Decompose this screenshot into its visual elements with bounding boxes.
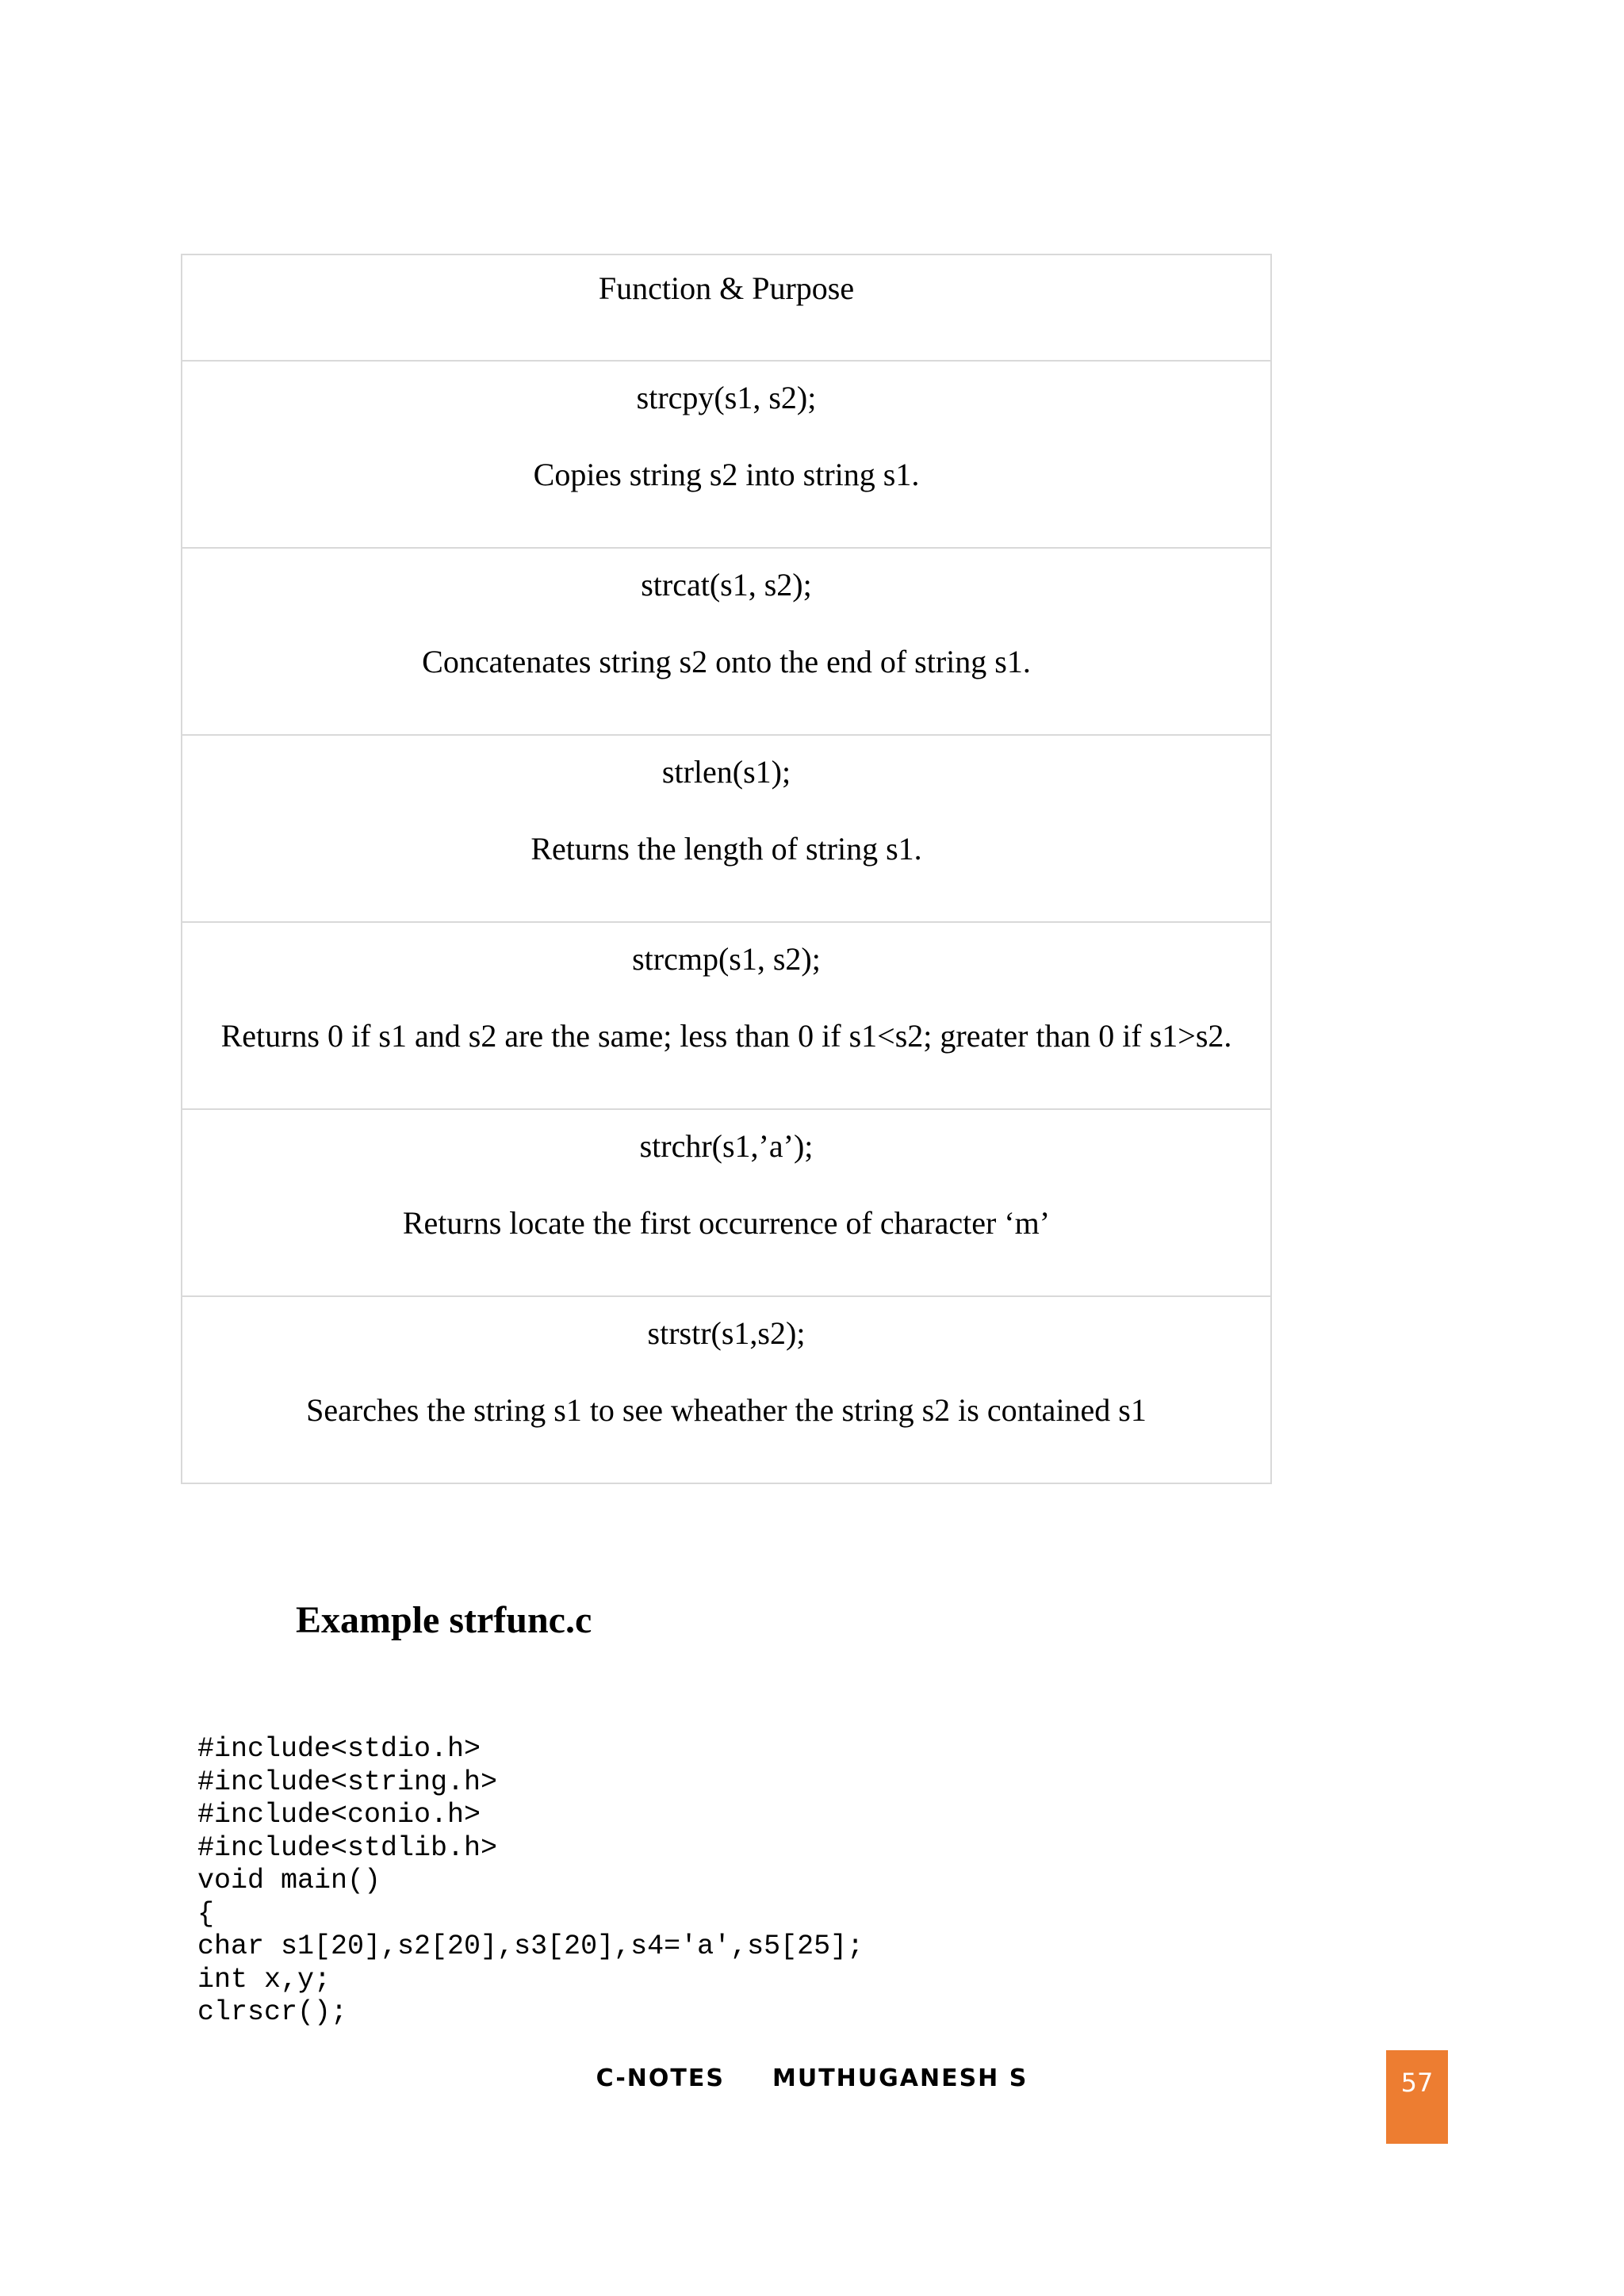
string-functions-table [181,254,1272,1484]
table-cell [182,1109,1271,1296]
function-name: strcpy(s1, s2); [636,380,817,415]
function-purpose: Copies string s2 into string s1. [533,457,920,492]
code-line: #include<stdlib.h> [197,1831,498,1864]
function-purpose: Returns 0 if s1 and s2 are the same; less than 0 if s1<s2; greater than 0 if s1>s2. [220,1018,1232,1054]
page-number-badge [1386,2050,1448,2144]
function-name: strstr(s1,s2); [647,1315,806,1351]
example-heading: Example strfunc.c [296,1599,592,1641]
code-line: #include<stdio.h> [197,1733,481,1765]
function-purpose: Searches the string s1 to see wheather the string s2 is contained s1 [306,1392,1147,1428]
table-row [182,735,1271,922]
footer-title: C-NOTES [596,2064,725,2092]
table-cell [182,1296,1271,1483]
code-line: void main() [197,1865,381,1896]
function-purpose: Returns locate the first occurrence of character ‘m’ [402,1205,1051,1241]
footer-author: MUTHUGANESH S [772,2064,1028,2092]
function-name: strcat(s1, s2); [641,567,812,603]
table-row [182,1109,1271,1296]
code-line: #include<string.h> [197,1766,498,1798]
table-row [182,361,1271,548]
table-row [182,1296,1271,1483]
code-line: clrscr(); [197,1996,348,2028]
table-header-row [182,254,1271,361]
table-header-cell: Function & Purpose [182,254,1271,361]
code-line: #include<conio.h> [197,1799,481,1831]
table-row [182,922,1271,1109]
page-footer [0,2064,1624,2092]
function-purpose: Returns the length of string s1. [530,831,922,867]
table-cell [182,735,1271,922]
code-line: { [197,1897,215,1930]
function-name: strchr(s1,’a’); [639,1128,814,1164]
function-purpose: Concatenates string s2 onto the end of string s1. [422,644,1031,679]
table-cell [182,922,1271,1109]
table-row [182,548,1271,735]
code-line: char s1[20],s2[20],s3[20],s4='a',s5[25]; [197,1931,864,1962]
function-name: strcmp(s1, s2); [632,941,821,977]
code-line: int x,y; [197,1963,331,1996]
table-cell [182,361,1271,548]
function-name: strlen(s1); [661,754,791,790]
code-block [197,1733,864,2030]
table-cell [182,548,1271,735]
page-number: 57 [1400,2068,1434,2098]
